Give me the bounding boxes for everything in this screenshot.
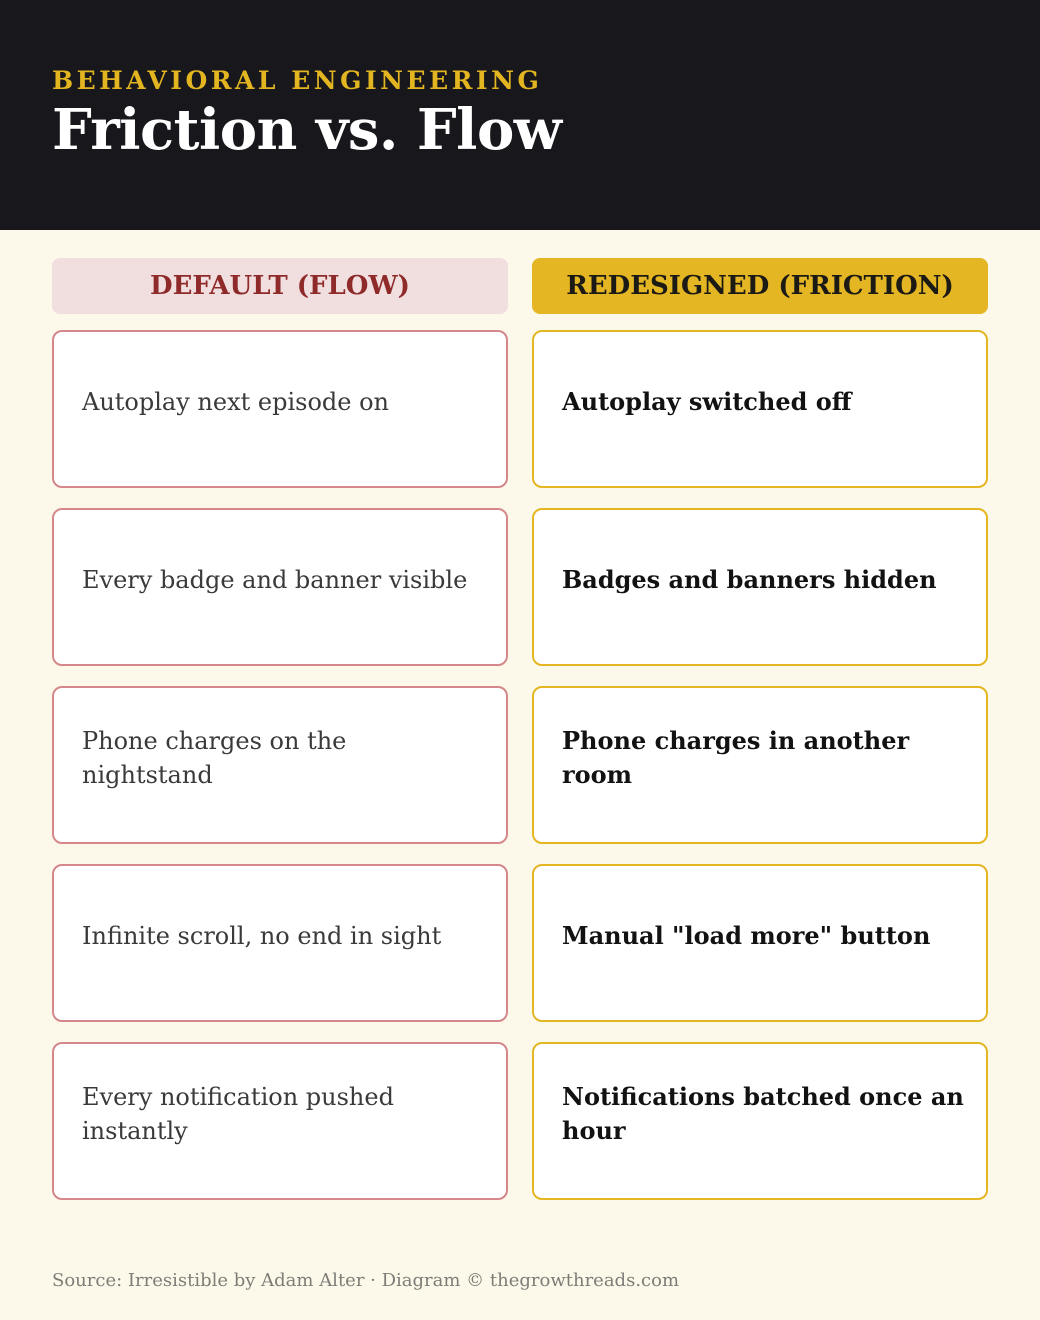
- default-card-text: Infinite scroll, no end in sight: [82, 922, 442, 950]
- redesigned-card-5: [532, 1042, 988, 1200]
- source-credit: Source: Irresistible by Adam Alter · Diagram © thegrowthreads.com: [52, 1270, 680, 1291]
- default-card-1: [52, 330, 508, 488]
- column-header-redesigned: REDESIGNED (FRICTION): [532, 258, 988, 314]
- default-card-4: [52, 864, 508, 1022]
- default-card-text: Every notification pushed instantly: [82, 1083, 394, 1145]
- default-card-3: [52, 686, 508, 844]
- redesigned-card-text: Badges and banners hidden: [562, 565, 937, 594]
- column-header-default: DEFAULT (FLOW): [52, 258, 508, 314]
- page-title: Friction vs. Flow: [52, 97, 562, 163]
- redesigned-card-4: [532, 864, 988, 1022]
- redesigned-card-3: [532, 686, 988, 844]
- default-card-text: Autoplay next episode on: [82, 388, 389, 416]
- default-card-text: Phone charges on the nightstand: [82, 727, 347, 789]
- header-banner: [0, 0, 1040, 230]
- default-card-text: Every badge and banner visible: [82, 566, 468, 594]
- redesigned-card-2: [532, 508, 988, 666]
- eyebrow-label: BEHAVIORAL ENGINEERING: [52, 66, 543, 95]
- redesigned-card-1: [532, 330, 988, 488]
- redesigned-card-text: Phone charges in another room: [562, 726, 910, 789]
- redesigned-card-text: Manual "load more" button: [562, 921, 931, 950]
- redesigned-card-text: Autoplay switched off: [562, 387, 852, 416]
- default-card-5: [52, 1042, 508, 1200]
- redesigned-card-text: Notifications batched once an hour: [562, 1082, 964, 1145]
- default-card-2: [52, 508, 508, 666]
